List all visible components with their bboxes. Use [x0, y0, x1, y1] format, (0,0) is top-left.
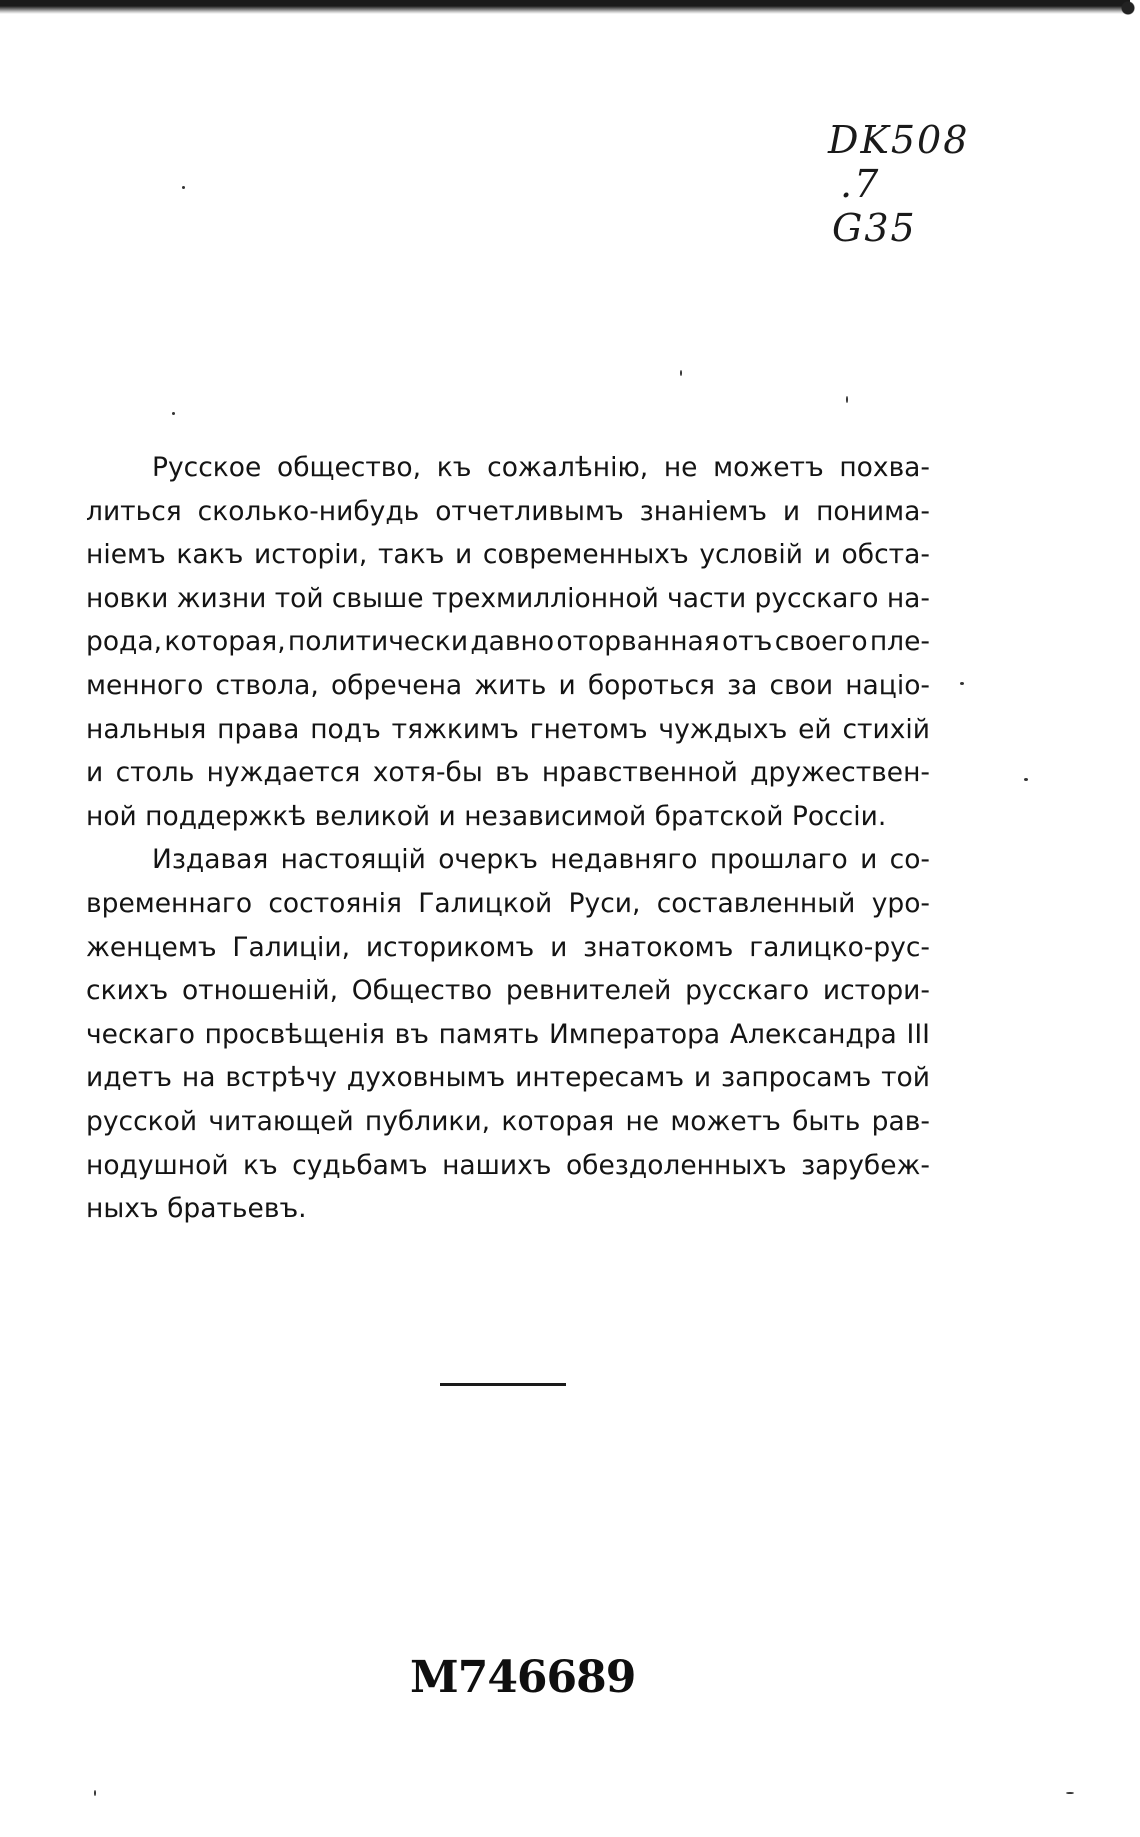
scan-speck	[680, 370, 682, 376]
scan-speck	[960, 682, 964, 685]
call-number-line: .7	[840, 162, 881, 206]
section-divider	[440, 1383, 566, 1386]
text-line: ныхъ братьевъ.	[86, 1193, 307, 1225]
text-line: нодушной къ судьбамъ нашихъ обездоленныхъ зарубеж-	[86, 1149, 930, 1181]
body-text	[86, 446, 930, 1231]
text-line: женцемъ Галиціи, историкомъ и знатокомъ галицко-рус-	[86, 931, 930, 963]
text-line: нальныя права подъ тяжкимъ гнетомъ чуждыхъ ей стихій	[86, 713, 930, 745]
call-number	[828, 118, 1008, 250]
scan-speck	[182, 186, 185, 189]
text-line: Русское общество, къ сожалѣнію, не можетъ похва-	[152, 452, 930, 483]
text-line: рода, которая, политически давно оторванная отъ своего пле-	[86, 626, 930, 658]
text-line: ной поддержкѣ великой и независимой братской Россіи.	[86, 800, 887, 832]
text-line: русской читающей публики, которая не можетъ быть рав-	[86, 1105, 930, 1137]
text-line: менного ствола, обречена жить и бороться за свои націо-	[86, 669, 930, 701]
scan-speck	[846, 396, 848, 403]
text-line: новки жизни той свыше трехмилліонной части русскаго на-	[86, 582, 930, 614]
call-number-line: G35	[832, 206, 917, 250]
text-line: и столь нуждается хотя-бы въ нравственной дружествен-	[86, 757, 930, 789]
text-line: литься сколько-нибудь отчетливымъ знаніемъ и понима-	[86, 495, 930, 527]
scan-speck	[94, 1790, 96, 1796]
scan-speck	[172, 412, 175, 415]
text-line: скихъ отношеній, Общество ревнителей русскаго истори-	[86, 975, 930, 1007]
text-line: ческаго просвѣщенія въ память Императора Александра III	[86, 1018, 930, 1050]
library-stamp: M746689	[410, 1652, 636, 1703]
call-number-line: DK508	[828, 118, 970, 162]
scan-speck	[1066, 1792, 1074, 1794]
text-line: временнаго состоянія Галицкой Руси, составленный уро-	[86, 887, 930, 919]
text-line: Издавая настоящій очеркъ недавняго прошлаго и со-	[152, 844, 930, 876]
text-line: ніемъ какъ исторіи, такъ и современныхъ условій и обста-	[86, 539, 930, 571]
scan-speck	[1024, 778, 1028, 781]
scan-top-border	[0, 0, 1130, 14]
scan-corner-mark	[1100, 0, 1140, 40]
text-line: идетъ на встрѣчу духовнымъ интересамъ и запросамъ той	[86, 1062, 930, 1094]
